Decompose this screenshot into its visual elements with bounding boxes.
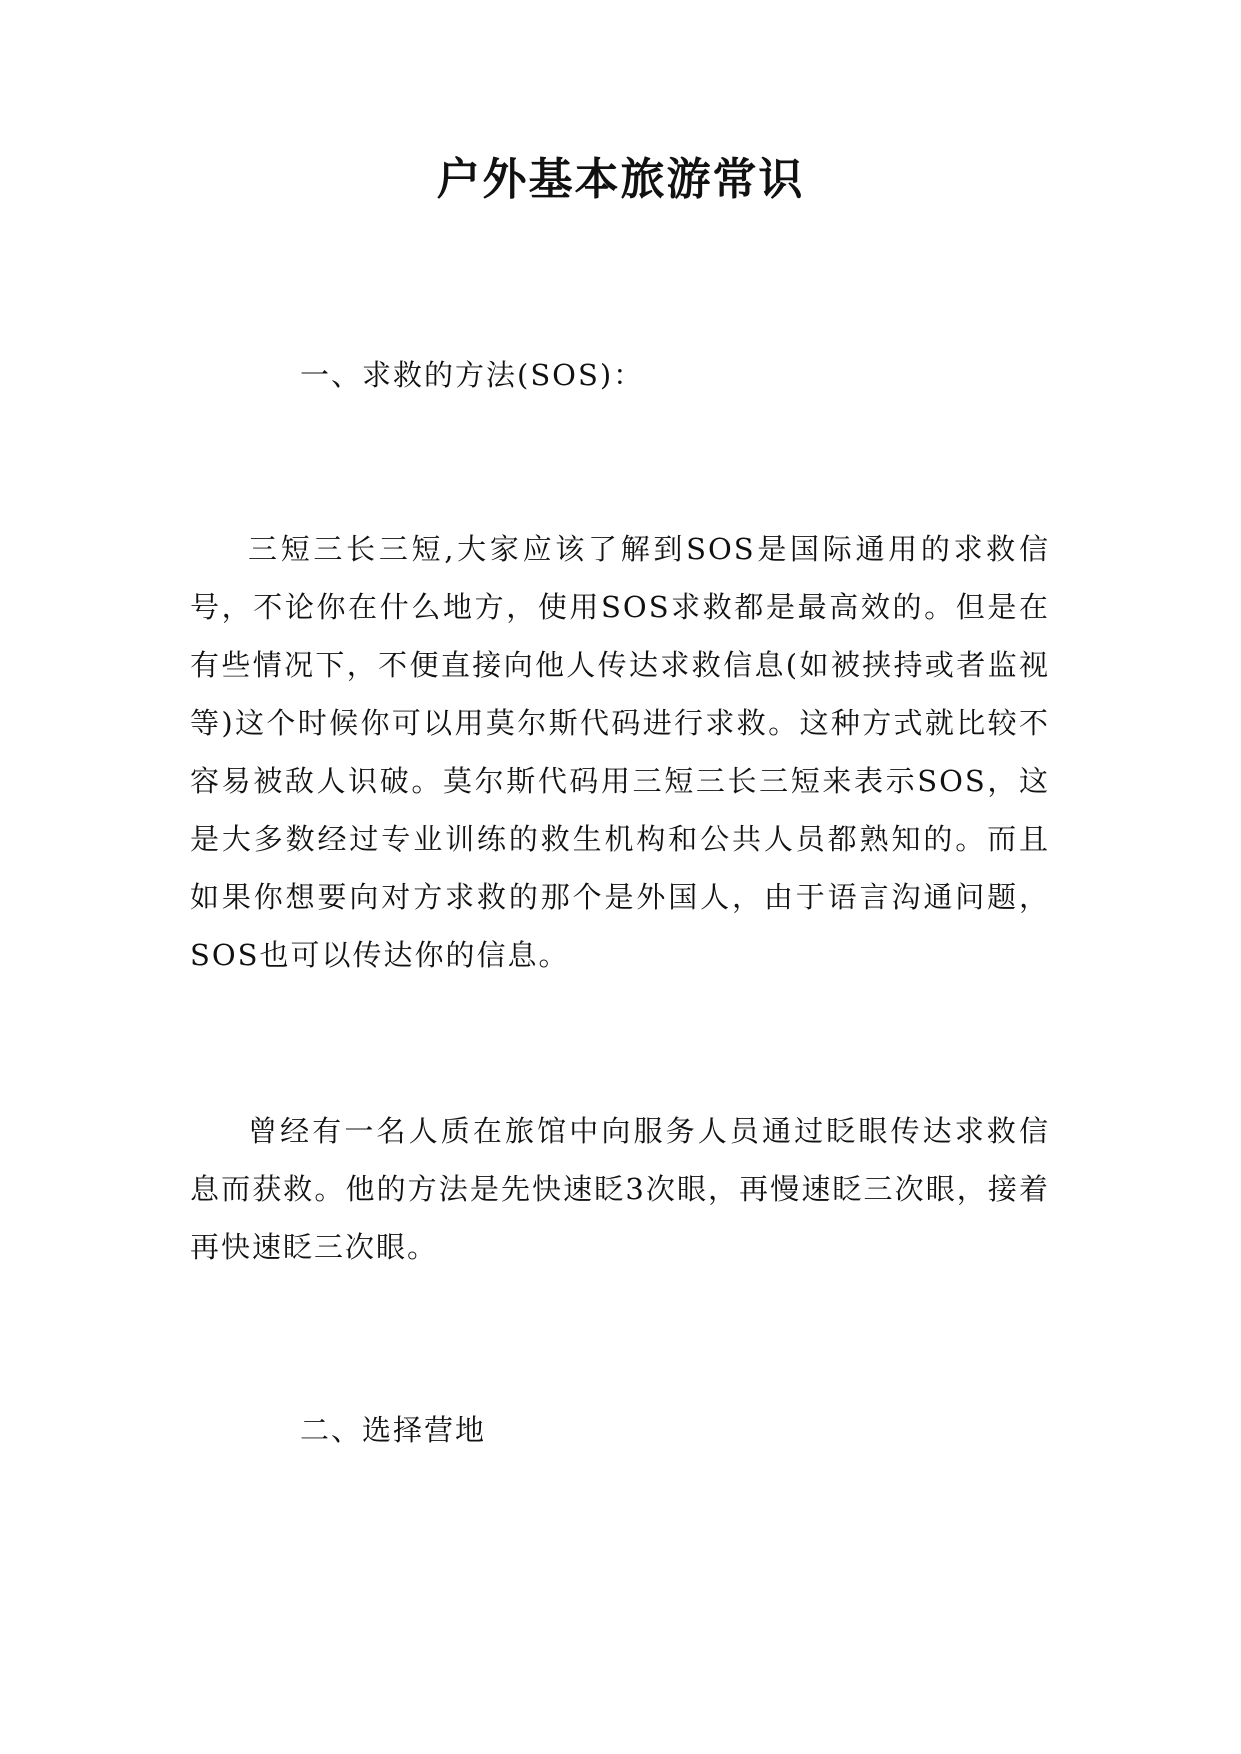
- paragraph-sos-signal: 三短三长三短,大家应该了解到SOS是国际通用的求救信号，不论你在什么地方，使用SOS求救都是最高效的。但是在有些情况下，不便直接向他人传达求救信息(如被挟持或者监视等)这个时候你可以用莫尔斯代码进行求救。这种方式就比较不容易被敌人识破。莫尔斯代码用三短三长三短来表示SOS，这是大多数经过专业训练的救生机构和公共人员都熟知的。而且如果你想要向对方求救的那个是外国人，由于语言沟通问题，SOS也可以传达你的信息。: [190, 532, 1050, 972]
- document-title: 户外基本旅游常识: [436, 154, 805, 205]
- paragraph-blink-rescue: 曾经有一名人质在旅馆中向服务人员通过眨眼传达求救信息而获救。他的方法是先快速眨3次眼，再慢速眨三次眼，接着再快速眨三次眼。: [190, 1114, 1050, 1264]
- section-heading-campsite: 二、选择营地: [300, 1413, 487, 1447]
- section-heading-sos: 一、求救的方法(SOS)：: [300, 358, 645, 392]
